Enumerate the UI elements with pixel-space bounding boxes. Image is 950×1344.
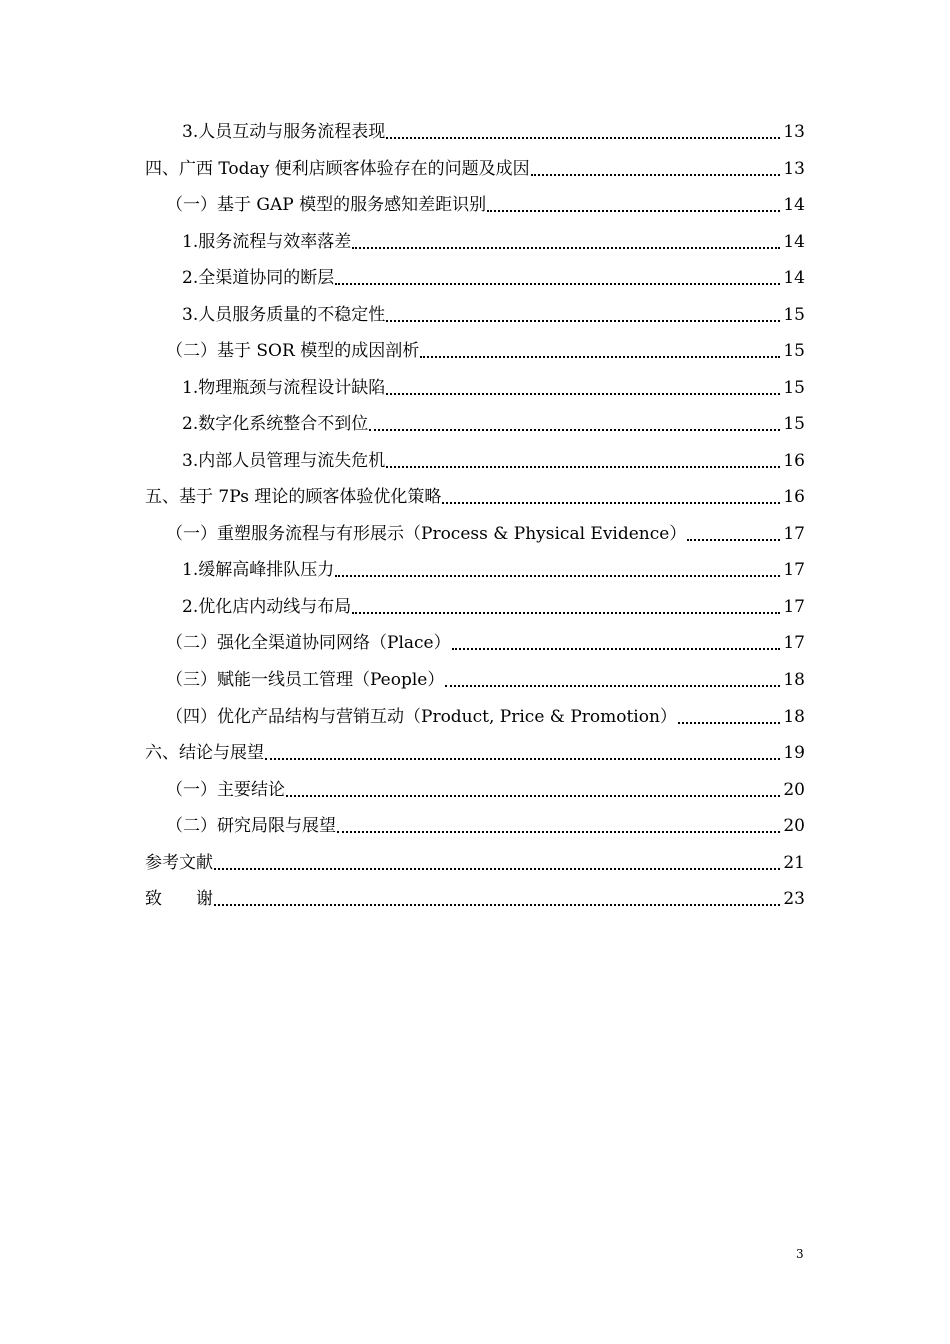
toc-entry-page: 20 bbox=[783, 816, 805, 836]
toc-leader-dots bbox=[445, 669, 780, 691]
toc-entry[interactable] bbox=[182, 442, 805, 472]
toc-entry-page: 17 bbox=[783, 524, 805, 544]
toc-leader-dots bbox=[386, 377, 780, 399]
toc-entry-label: 2.全渠道协同的断层 bbox=[182, 268, 335, 288]
toc-entry[interactable] bbox=[182, 551, 805, 581]
toc-leader-dots bbox=[386, 450, 780, 472]
toc-entry-label: 1.物理瓶颈与流程设计缺陷 bbox=[182, 378, 386, 398]
toc-leader-dots bbox=[386, 304, 780, 326]
toc-entry-label: （一）重塑服务流程与有形展示（Process & Physical Evidence） bbox=[166, 524, 687, 544]
toc-leader-dots bbox=[687, 523, 780, 545]
toc-entry-page: 16 bbox=[783, 451, 805, 471]
toc-entry-label: 参考文献 bbox=[145, 853, 213, 873]
toc-entry-label: 1.服务流程与效率落差 bbox=[182, 232, 352, 252]
toc-entry-page: 14 bbox=[783, 232, 805, 252]
toc-leader-dots bbox=[420, 340, 780, 362]
toc-entry-label: 四、广西 Today 便利店顾客体验存在的问题及成因 bbox=[145, 159, 530, 179]
toc-entry-page: 23 bbox=[783, 889, 805, 909]
toc-leader-dots bbox=[452, 632, 780, 654]
toc-entry-label: 致 谢 bbox=[145, 889, 213, 909]
toc-leader-dots bbox=[352, 596, 780, 618]
toc-leader-dots bbox=[214, 852, 780, 874]
toc-entry-page: 17 bbox=[783, 597, 805, 617]
toc-entry-page: 14 bbox=[783, 268, 805, 288]
toc-entry[interactable] bbox=[166, 332, 805, 362]
toc-entry-page: 15 bbox=[783, 378, 805, 398]
toc-leader-dots bbox=[531, 158, 780, 180]
toc-entry[interactable] bbox=[145, 880, 805, 910]
toc-leader-dots bbox=[386, 121, 780, 143]
toc-entry[interactable] bbox=[182, 113, 805, 143]
toc-entry-label: （二）研究局限与展望 bbox=[166, 816, 336, 836]
toc-entry-page: 14 bbox=[783, 195, 805, 215]
toc-entry-label: （二）基于 SOR 模型的成因剖析 bbox=[166, 341, 420, 361]
toc-entry-page: 20 bbox=[783, 780, 805, 800]
toc-entry[interactable] bbox=[166, 624, 805, 654]
toc-entry[interactable] bbox=[182, 223, 805, 253]
toc-entry-page: 18 bbox=[783, 707, 805, 727]
toc-entry-page: 15 bbox=[783, 414, 805, 434]
toc-leader-dots bbox=[352, 231, 780, 253]
page-number: 3 bbox=[796, 1247, 804, 1261]
toc-entry-label: （一）主要结论 bbox=[166, 780, 285, 800]
toc-entry[interactable] bbox=[166, 661, 805, 691]
toc-leader-dots bbox=[369, 413, 780, 435]
toc-entry[interactable] bbox=[145, 844, 805, 874]
toc-entry-page: 15 bbox=[783, 305, 805, 325]
toc-leader-dots bbox=[442, 486, 780, 508]
toc-entry-page: 21 bbox=[783, 853, 805, 873]
toc-entry-label: （三）赋能一线员工管理（People） bbox=[166, 670, 445, 690]
toc-leader-dots bbox=[487, 194, 780, 216]
toc-leader-dots bbox=[678, 706, 780, 728]
toc-entry[interactable] bbox=[145, 734, 805, 764]
toc-entry-page: 13 bbox=[783, 122, 805, 142]
toc-entry-label: 五、基于 7Ps 理论的顾客体验优化策略 bbox=[145, 487, 442, 507]
toc-entry-label: 2.数字化系统整合不到位 bbox=[182, 414, 369, 434]
toc-entry[interactable] bbox=[182, 405, 805, 435]
toc-entry[interactable] bbox=[166, 515, 805, 545]
toc-leader-dots bbox=[214, 888, 780, 910]
toc-entry[interactable] bbox=[166, 186, 805, 216]
toc-entry-page: 13 bbox=[783, 159, 805, 179]
toc-entry-label: 六、结论与展望 bbox=[145, 743, 264, 763]
toc-entry-label: 2.优化店内动线与布局 bbox=[182, 597, 352, 617]
toc-entry-label: 3.人员服务质量的不稳定性 bbox=[182, 305, 386, 325]
toc-entry-page: 15 bbox=[783, 341, 805, 361]
toc-entry-page: 19 bbox=[783, 743, 805, 763]
toc-entry[interactable] bbox=[145, 150, 805, 180]
toc-leader-dots bbox=[335, 559, 780, 581]
toc-entry[interactable] bbox=[145, 478, 805, 508]
toc-entry-page: 18 bbox=[783, 670, 805, 690]
toc-entry-label: （四）优化产品结构与营销互动（Product, Price & Promotion） bbox=[166, 707, 677, 727]
toc-entry-label: 1.缓解高峰排队压力 bbox=[182, 560, 335, 580]
toc-entry[interactable] bbox=[182, 296, 805, 326]
toc-entry[interactable] bbox=[166, 771, 805, 801]
toc-entry-page: 17 bbox=[783, 633, 805, 653]
toc-leader-dots bbox=[335, 267, 780, 289]
toc-entry[interactable] bbox=[166, 807, 805, 837]
toc-entry[interactable] bbox=[182, 369, 805, 399]
toc-entry-label: （一）基于 GAP 模型的服务感知差距识别 bbox=[166, 195, 487, 215]
toc-entry-label: （二）强化全渠道协同网络（Place） bbox=[166, 633, 451, 653]
toc-leader-dots bbox=[265, 742, 780, 764]
toc-entry[interactable] bbox=[182, 259, 805, 289]
toc-entry-label: 3.内部人员管理与流失危机 bbox=[182, 451, 386, 471]
toc-entry-label: 3.人员互动与服务流程表现 bbox=[182, 122, 386, 142]
toc-leader-dots bbox=[337, 815, 780, 837]
toc-entry-page: 16 bbox=[783, 487, 805, 507]
toc-entry[interactable] bbox=[182, 588, 805, 618]
toc-entry-page: 17 bbox=[783, 560, 805, 580]
toc-leader-dots bbox=[286, 779, 780, 801]
toc-entry[interactable] bbox=[166, 698, 805, 728]
